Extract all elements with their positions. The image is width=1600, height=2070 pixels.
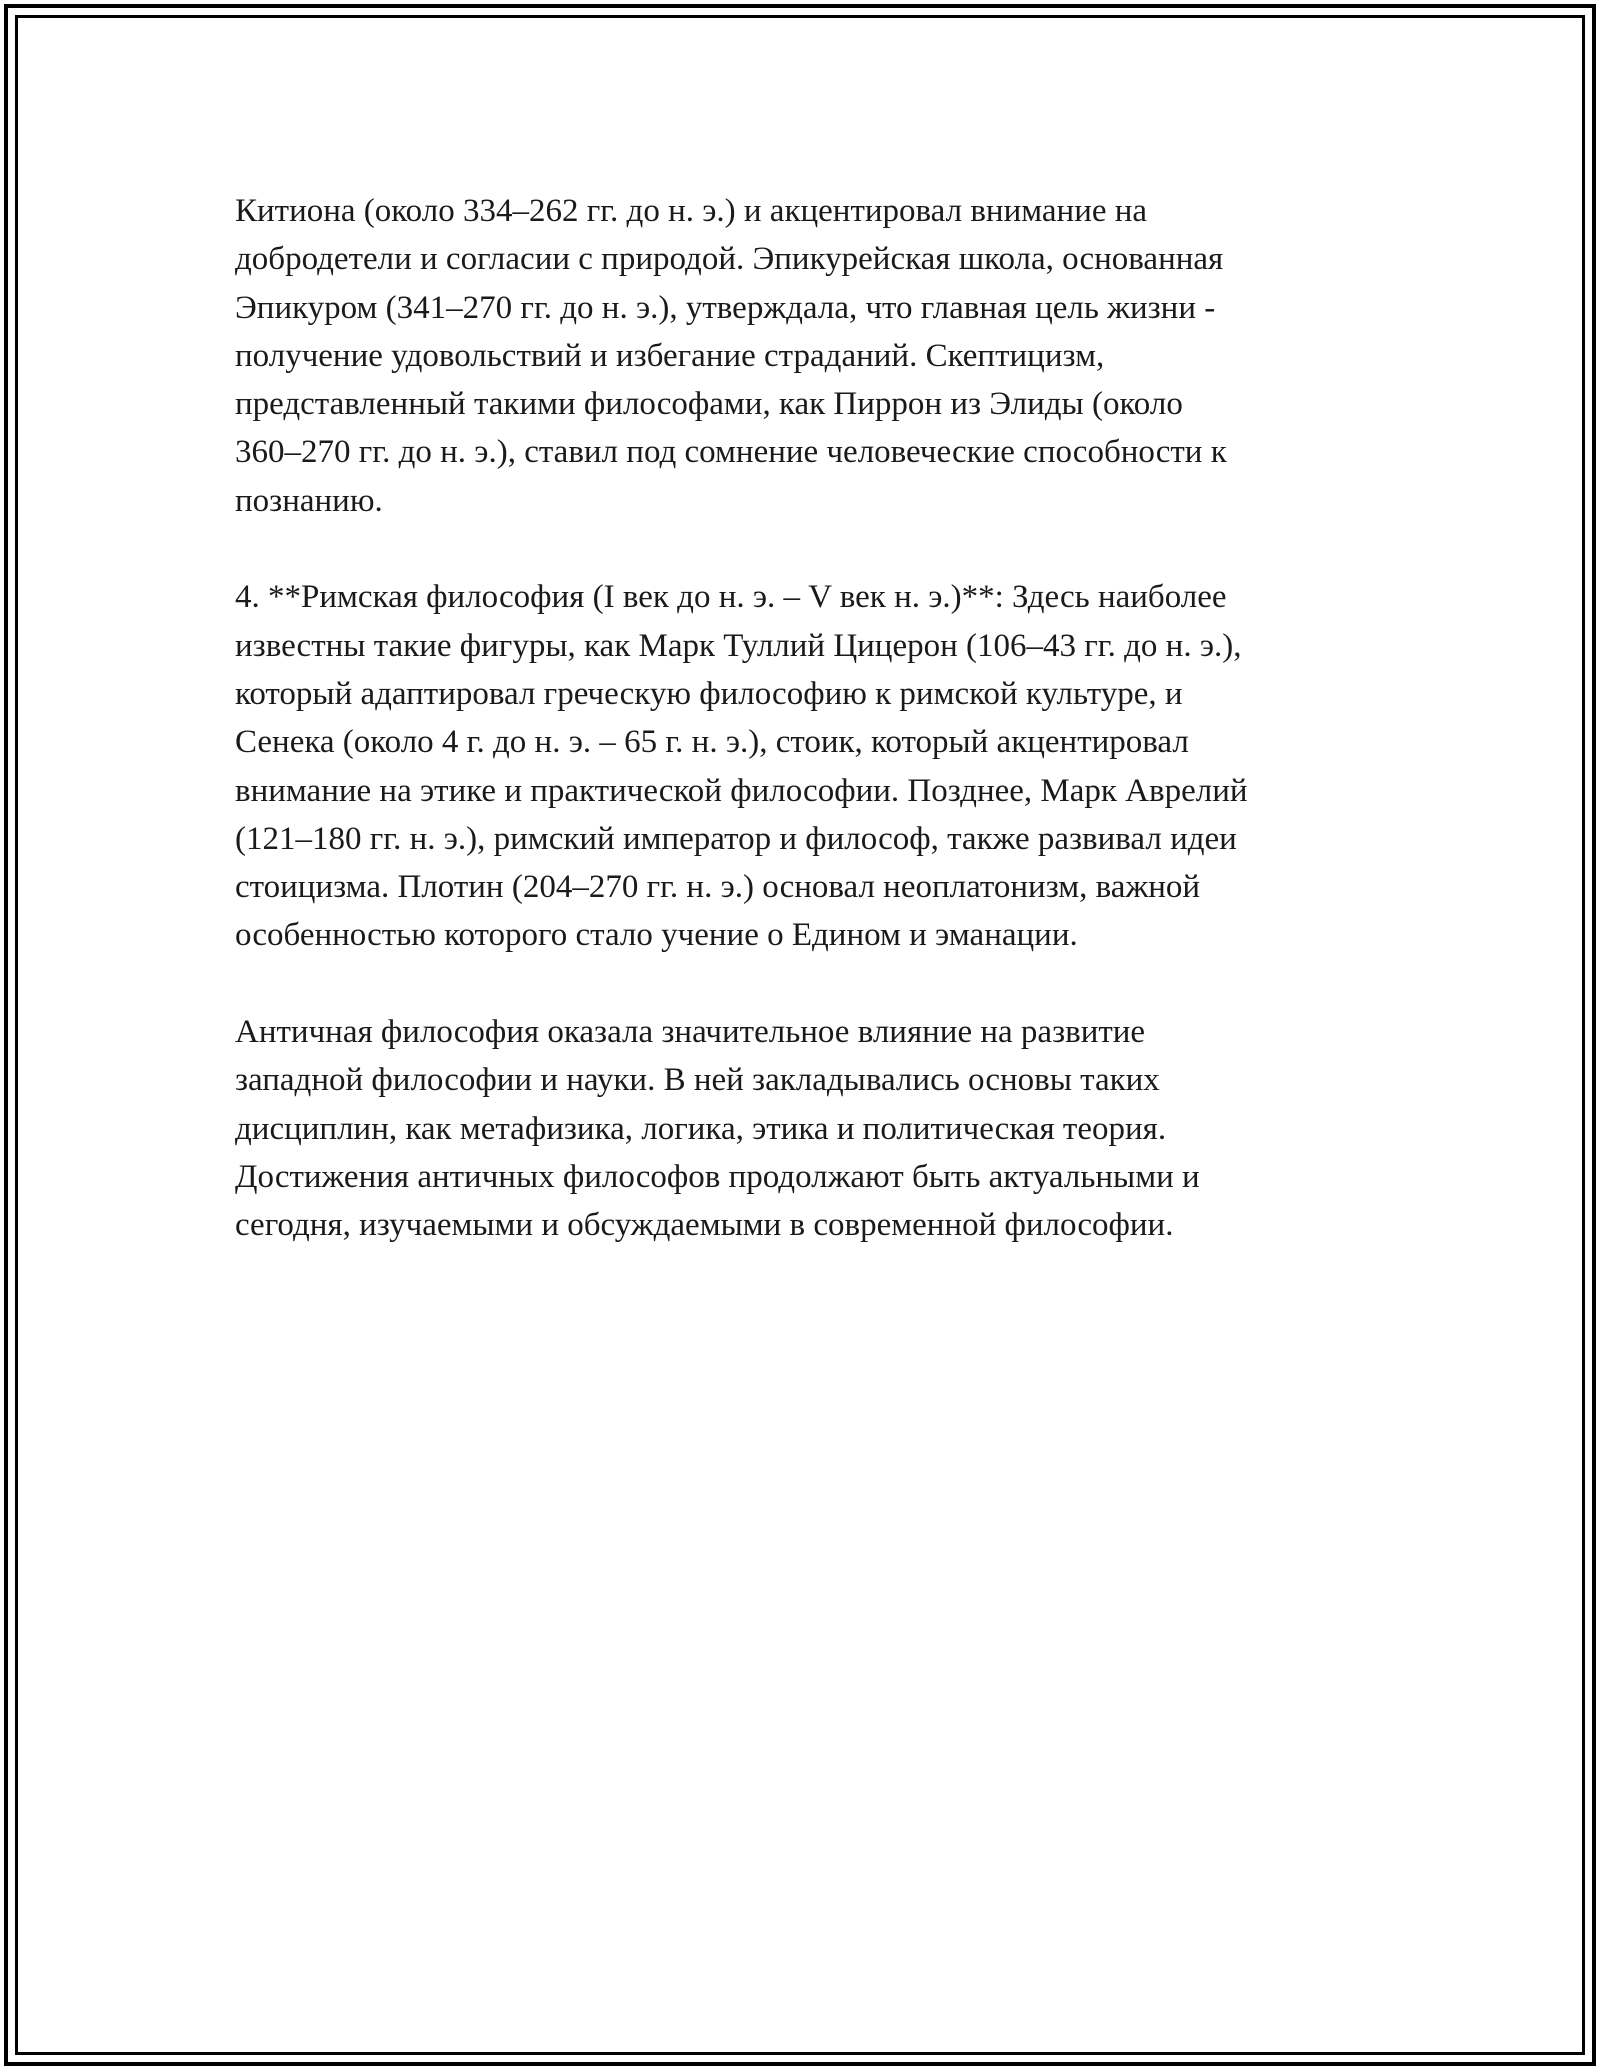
document-body — [235, 187, 1375, 1298]
text-line: Античная философия оказала значительное влияние на развитие — [235, 1014, 1146, 1051]
text-line: дисциплин, как метафизика, логика, этика и политическая теория. — [235, 1110, 1167, 1147]
text-line: 360–270 гг. до н. э.), ставил под сомнение человеческие способности к — [235, 434, 1227, 471]
paragraph-hellenistic-schools — [235, 187, 1375, 525]
text-line: известны такие фигуры, как Марк Туллий Цицерон (106–43 гг. до н. э.), — [235, 627, 1242, 664]
paragraph-conclusion — [235, 1008, 1375, 1249]
text-line: Сенека (около 4 г. до н. э. – 65 г. н. э.), стоик, который акцентировал — [235, 724, 1189, 761]
text-line: сегодня, изучаемыми и обсуждаемыми в современной философии. — [235, 1207, 1174, 1244]
text-line: Китиона (около 334–262 гг. до н. э.) и акцентировал внимание на — [235, 193, 1148, 229]
text-line: (121–180 гг. н. э.), римский император и философ, также развивал идеи — [235, 820, 1237, 857]
paragraph-roman-philosophy — [235, 573, 1375, 959]
text-line: познанию. — [235, 482, 383, 519]
text-line: 4. **Римская философия (I век до н. э. – V век н. э.)**: Здесь наиболее — [235, 579, 1227, 616]
text-line: добродетели и согласии с природой. Эпикурейская школа, основанная — [235, 241, 1224, 278]
text-line: который адаптировал греческую философию к римской культуре, и — [235, 675, 1183, 712]
text-line: стоицизма. Плотин (204–270 гг. н. э.) основал неоплатонизм, важной — [235, 869, 1201, 906]
text-line: особенностью которого стало учение о Едином и эманации. — [235, 917, 1078, 954]
text-line: Достижения античных философов продолжают быть актуальными и — [235, 1158, 1200, 1195]
text-line: представленный такими философами, как Пиррон из Элиды (около — [235, 386, 1183, 423]
text-line: Эпикуром (341–270 гг. до н. э.), утверждала, что главная цель жизни - — [235, 289, 1216, 326]
text-line: внимание на этике и практической философии. Позднее, Марк Аврелий — [235, 772, 1248, 809]
text-line: западной философии и науки. В ней закладывались основы таких — [235, 1062, 1160, 1099]
text-line: получение удовольствий и избегание страданий. Скептицизм, — [235, 337, 1105, 374]
